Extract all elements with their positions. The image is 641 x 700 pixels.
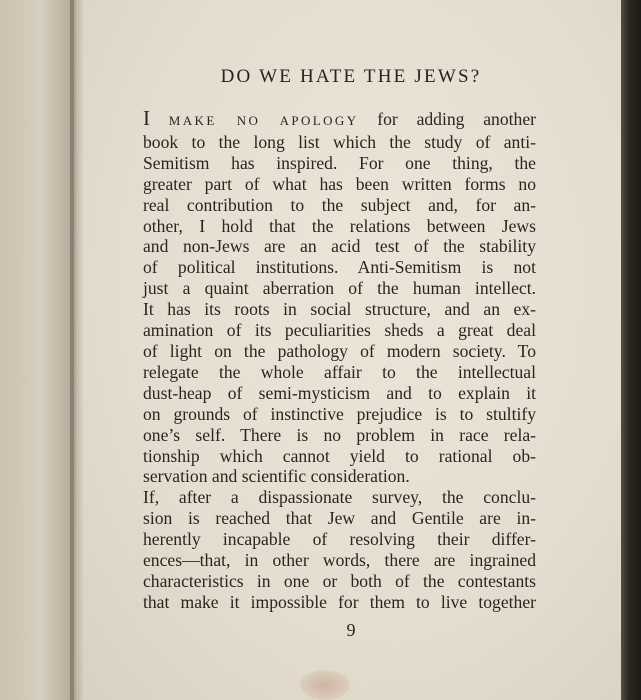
text-line: book to the long list which the study of anti- [143, 131, 536, 152]
text-line-paragraph-end: servation and scientific consideration. [143, 466, 410, 487]
text-line: dust-heap of semi-mysticism and to explain it [143, 382, 536, 403]
text-line: of light on the pathology of modern society. To [143, 340, 536, 361]
chapter-title: DO WE HATE THE JEWS? [220, 66, 482, 87]
text-line-paragraph-start: If, after a dispassionate survey, the conclu- [143, 487, 536, 508]
text-line: and non-Jews are an acid test of the stability [143, 236, 536, 257]
gutter-shadow [70, 0, 84, 700]
text-line: of political institutions. Anti-Semitism is not [143, 257, 536, 278]
opening-line-rest: for adding another [377, 109, 536, 129]
small-caps-opening: MAKE NO APOLOGY [168, 113, 359, 128]
page-number: 9 [346, 620, 356, 640]
text-line: ences—that, in other words, there are ingrained [143, 550, 536, 571]
text-line: amination of its peculiarities sheds a great deal [143, 320, 536, 341]
text-line: that make it impossible for them to live together [143, 591, 536, 612]
body-text [143, 108, 536, 613]
text-line: tionship which cannot yield to rational ob- [143, 445, 536, 466]
text-line: one’s self. There is no problem in race rela- [143, 424, 536, 445]
text-line: greater part of what has been written forms no [143, 173, 536, 194]
left-page-edge [0, 0, 74, 700]
text-line: on grounds of instinctive prejudice is to stultify [143, 403, 536, 424]
text-line: other, I hold that the relations between Jews [143, 215, 536, 236]
text-line: Semitism has inspired. For one thing, the [143, 152, 536, 173]
text-line: characteristics in one or both of the contestants [143, 570, 536, 591]
text-line: relegate the whole affair to the intellectual [143, 361, 536, 382]
text-line: real contribution to the subject and, for an- [143, 194, 536, 215]
text-line: just a quaint aberration of the human intellect. [143, 278, 536, 299]
text-line: sion is reached that Jew and Gentile are in- [143, 508, 536, 529]
initial-letter: I [143, 106, 150, 130]
text-line: herently incapable of resolving their differ- [143, 529, 536, 550]
text-line-opening [143, 108, 536, 132]
right-shadow [621, 0, 641, 700]
page-stain [300, 670, 350, 700]
text-line: It has its roots in social structure, and an ex- [143, 299, 536, 320]
